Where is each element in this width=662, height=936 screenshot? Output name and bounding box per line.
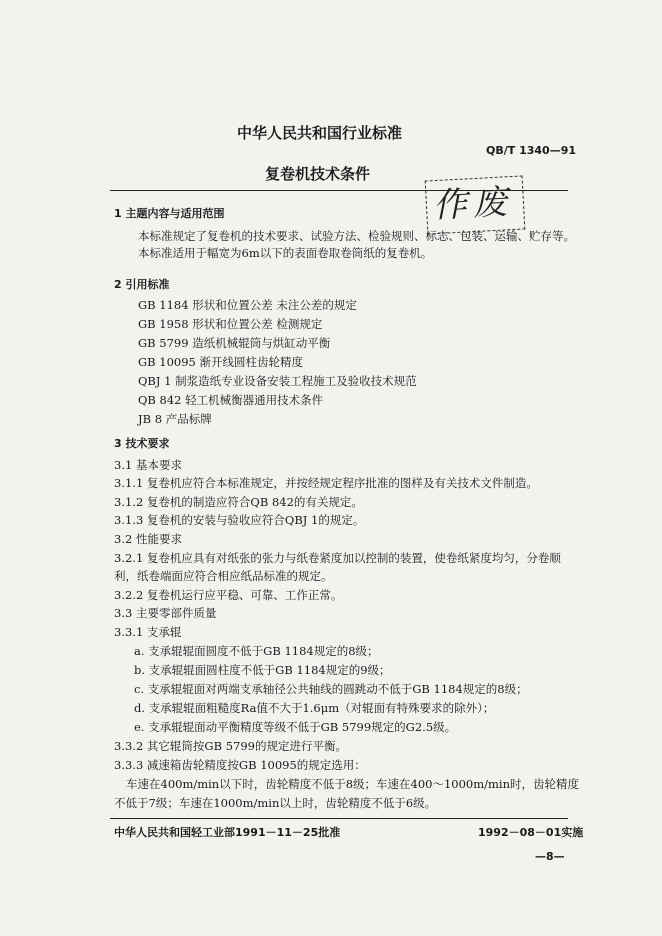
page-number: —8— [535, 850, 565, 863]
section-1-para-1: 本标准规定了复卷机的技术要求、试验方法、检验规则、标志、包装、运输、贮存等。 [138, 229, 575, 243]
clause-3-3-1-heading: 3.3.1 支承辊 [114, 625, 182, 639]
section-3-heading: 3 技术要求 [114, 437, 170, 450]
clause-3-1-1: 3.1.1 复卷机应符合本标准规定，并按经规定程序批准的图样及有关技术文件制造。 [114, 476, 538, 490]
clause-3-1-heading: 3.1 基本要求 [114, 458, 182, 472]
list-item-c: c. 支承辊辊面对两端支承轴径公共轴线的圆跳动不低于GB 1184规定的8级； [134, 682, 528, 696]
list-item-a: a. 支承辊辊面圆度不低于GB 1184规定的8级； [134, 644, 379, 658]
section-1-heading: 1 主题内容与适用范围 [114, 207, 225, 220]
org-title: 中华人民共和国行业标准 [237, 124, 403, 142]
clause-3-2-1-line-2: 利，纸卷端面应符合相应纸品标准的规定。 [114, 569, 333, 583]
effective-date: 1992－08－01实施 [478, 826, 584, 839]
document-title: 复卷机技术条件 [265, 165, 371, 183]
reference-item: QBJ 1 制浆造纸专业设备安装工程施工及验收技术规范 [138, 374, 417, 388]
reference-item: GB 10095 渐开线圆柱齿轮精度 [138, 355, 304, 369]
list-item-b: b. 支承辊辊面圆柱度不低于GB 1184规定的9级； [134, 663, 391, 677]
clause-3-1-2: 3.1.2 复卷机的制造应符合QB 842的有关规定。 [114, 495, 363, 509]
section-2-heading: 2 引用标准 [114, 278, 170, 291]
list-item-e: e. 支承辊辊面动平衡精度等级不低于GB 5799规定的G2.5级。 [134, 720, 457, 734]
reference-item: QB 842 轻工机械衡器通用技术条件 [138, 393, 324, 407]
clause-3-2-1-line-1: 3.2.1 复卷机应具有对纸张的张力与纸卷紧度加以控制的装置，使卷纸紧度均匀，分卷顺 [114, 551, 561, 565]
clause-3-3-2: 3.3.2 其它辊筒按GB 5799的规定进行平衡。 [114, 739, 347, 753]
reference-item: GB 5799 造纸机械辊筒与烘缸动平衡 [138, 336, 331, 350]
reference-item: GB 1184 形状和位置公差 未注公差的规定 [138, 298, 357, 312]
footer-rule [110, 818, 568, 819]
obsolete-stamp [425, 175, 526, 234]
obsolete-stamp-text: 作废 [431, 182, 514, 227]
clause-3-3-3: 3.3.3 减速箱齿轮精度按GB 10095的规定选用： [114, 758, 366, 772]
standard-code: QB/T 1340—91 [486, 144, 577, 157]
clause-3-2-heading: 3.2 性能要求 [114, 532, 182, 546]
clause-3-3-3-para-line-2: 不低于7级；车速在1000m/min以上时，齿轮精度不低于6级。 [114, 796, 437, 810]
clause-3-3-3-para-line-1: 车速在400m/min以下时，齿轮精度不低于8级；车速在400～1000m/min时，齿轮精度 [126, 777, 580, 791]
reference-item: GB 1958 形状和位置公差 检测规定 [138, 317, 323, 331]
reference-item: JB 8 产品标牌 [138, 412, 212, 426]
clause-3-3-heading: 3.3 主要零部件质量 [114, 606, 217, 620]
clause-3-2-2: 3.2.2 复卷机运行应平稳、可靠、工作正常。 [114, 588, 343, 602]
approval-note: 中华人民共和国轻工业部1991－11－25批准 [114, 826, 341, 839]
clause-3-1-3: 3.1.3 复卷机的安装与验收应符合QBJ 1的规定。 [114, 513, 365, 527]
list-item-d: d. 支承辊辊面粗糙度Ra值不大于1.6μm（对辊面有特殊要求的除外）； [134, 701, 495, 715]
section-1-para-2: 本标准适用于幅宽为6m以下的表面卷取卷筒纸的复卷机。 [138, 246, 433, 260]
